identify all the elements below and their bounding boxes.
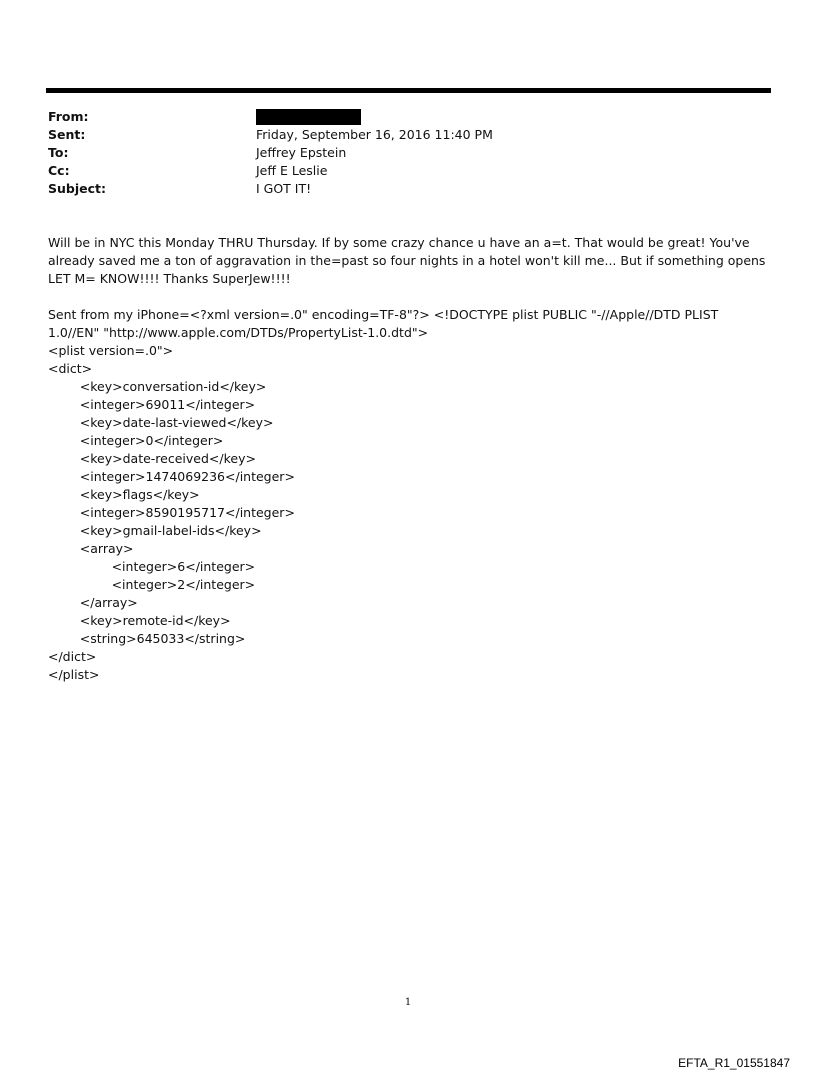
plist-line: </array> bbox=[48, 595, 138, 610]
page-number: 1 bbox=[404, 997, 412, 1008]
sent-value: Friday, September 16, 2016 11:40 PM bbox=[256, 127, 493, 142]
plist-line: <integer>69011</integer> bbox=[48, 397, 256, 412]
cc-row bbox=[48, 162, 493, 180]
plist-line: <key>gmail-label-ids</key> bbox=[48, 523, 262, 538]
plist-line: <key>remote-id</key> bbox=[48, 613, 231, 628]
plist-line: <array> bbox=[48, 541, 134, 556]
plist-line: <integer>0</integer> bbox=[48, 433, 224, 448]
sent-row bbox=[48, 126, 493, 144]
from-row bbox=[48, 108, 493, 126]
plist-line: <key>date-last-viewed</key> bbox=[48, 415, 274, 430]
from-label: From: bbox=[48, 109, 89, 124]
plist-line: <key>date-received</key> bbox=[48, 451, 256, 466]
redaction-box bbox=[256, 109, 361, 125]
plist-line: </dict> bbox=[48, 649, 97, 664]
cc-value: Jeff E Leslie bbox=[256, 163, 328, 178]
plist-line: <string>645033</string> bbox=[48, 631, 246, 646]
subject-row bbox=[48, 180, 493, 198]
sent-label: Sent: bbox=[48, 127, 86, 142]
email-header bbox=[48, 108, 493, 198]
plist-block bbox=[48, 306, 773, 684]
to-row bbox=[48, 144, 493, 162]
plist-line: <integer>8590195717</integer> bbox=[48, 505, 295, 520]
plist-line: <key>conversation-id</key> bbox=[48, 379, 267, 394]
cc-label: Cc: bbox=[48, 163, 70, 178]
email-body bbox=[48, 234, 773, 684]
to-label: To: bbox=[48, 145, 69, 160]
plist-line: <key>flags</key> bbox=[48, 487, 200, 502]
plist-line: </plist> bbox=[48, 667, 100, 682]
plist-lines bbox=[48, 342, 773, 684]
from-value-redacted bbox=[256, 108, 361, 126]
message-paragraph: Will be in NYC this Monday THRU Thursday. If by some crazy chance u have an a=t. That would be great! You've already saved me a ton of aggravation in the=past so four nights in a hotel won't kill me... But if something opens LET M= KNOW!!!! Thanks SuperJew!!!! bbox=[48, 235, 766, 286]
subject-value: I GOT IT! bbox=[256, 181, 312, 196]
plist-line: <integer>6</integer> bbox=[48, 559, 256, 574]
subject-label: Subject: bbox=[48, 181, 106, 196]
plist-line: <dict> bbox=[48, 361, 93, 376]
document-id: EFTA_R1_01551847 bbox=[678, 1056, 790, 1070]
plist-line: <plist version=.0"> bbox=[48, 343, 174, 358]
to-value: Jeffrey Epstein bbox=[256, 145, 347, 160]
header-rule bbox=[46, 88, 771, 93]
plist-line: <integer>1474069236</integer> bbox=[48, 469, 295, 484]
signature-line: Sent from my iPhone=<?xml version=.0" encoding=TF-8"?> <!DOCTYPE plist PUBLIC "-//Apple//DTD PLIST 1.0//EN" "http://www.apple.com/DTDs/PropertyList-1.0.dtd"> bbox=[48, 307, 719, 340]
plist-line: <integer>2</integer> bbox=[48, 577, 256, 592]
